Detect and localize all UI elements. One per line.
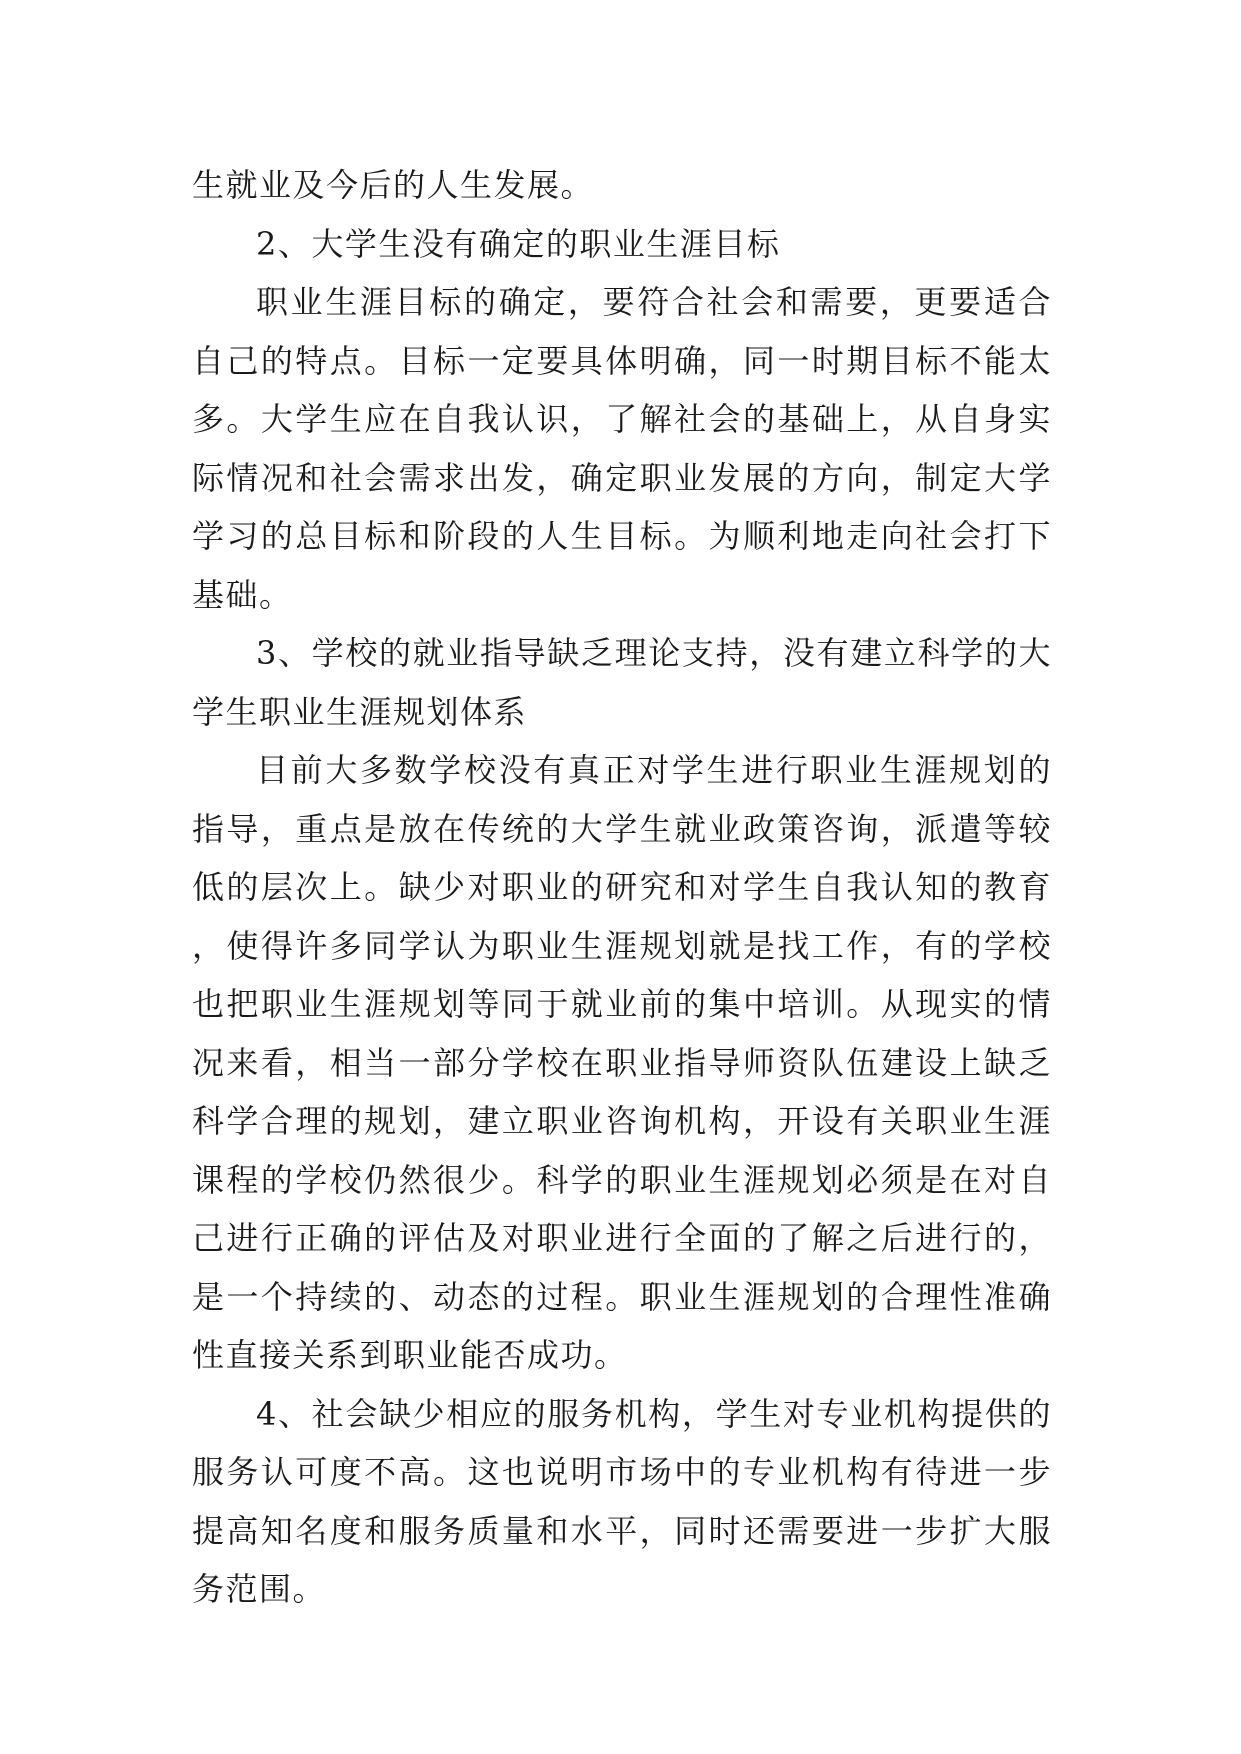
document-body xyxy=(192,156,1052,1619)
section-heading-3: 3、学校的就业指导缺乏理论支持，没有建立科学的大学生职业生涯规划体系 xyxy=(192,634,1052,731)
paragraph-social-services: 4、社会缺少相应的服务机构，学生对专业机构提供的服务认可度不高。这也说明市场中的专业机构有待进一步提高知名度和服务质量和水平，同时还需要进一步扩大服务范围。 xyxy=(192,1394,1052,1608)
paragraph-continuation: 生就业及今后的人生发展。 xyxy=(192,166,595,204)
paragraph-career-goals: 职业生涯目标的确定，要符合社会和需要，更要适合自己的特点。目标一定要具体明确，同一时期目标不能太多。大学生应在自我认识，了解社会的基础上，从自身实际情况和社会需求出发，确定职业发展的方向，制定大学学习的总目标和阶段的人生目标。为顺利地走向社会打下基础。 xyxy=(192,283,1052,614)
paragraph-school-guidance: 目前大多数学校没有真正对学生进行职业生涯规划的指导，重点是放在传统的大学生就业政策咨询，派遣等较低的层次上。缺少对职业的研究和对学生自我认知的教育，使得许多同学认为职业生涯规划就是找工作，有的学校也把职业生涯规划等同于就业前的集中培训。从现实的情况来看，相当一部分学校在职业指导师资队伍建设上缺乏科学合理的规划，建立职业咨询机构，开设有关职业生涯课程的学校仍然很少。科学的职业生涯规划必须是在对自己进行正确的评估及对职业进行全面的了解之后进行的，是一个持续的、动态的过程。职业生涯规划的合理性准确性直接关系到职业能否成功。 xyxy=(192,751,1052,1374)
section-heading-2: 2、大学生没有确定的职业生涯目标 xyxy=(256,224,781,263)
